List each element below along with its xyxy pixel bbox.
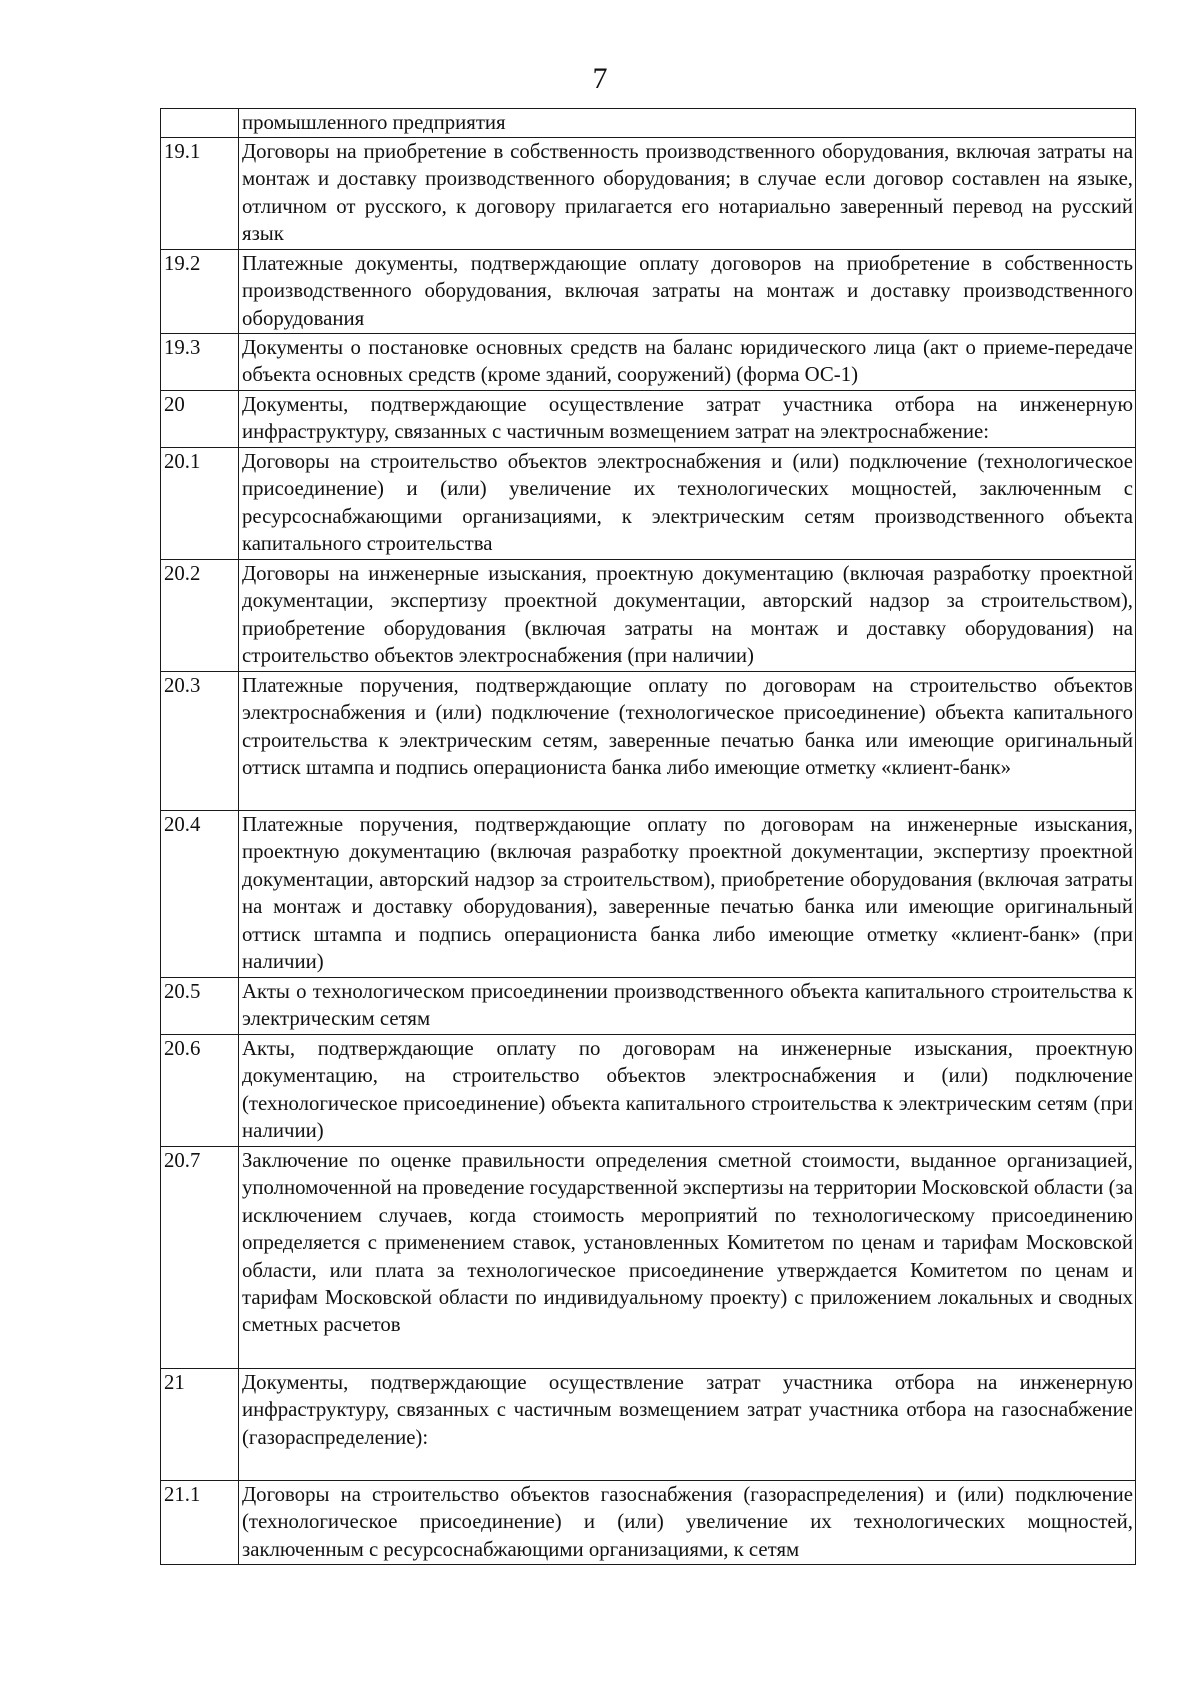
documents-table bbox=[160, 108, 1136, 1565]
row-text: промышленного предприятия bbox=[239, 109, 1136, 138]
row-number: 20.6 bbox=[161, 1035, 239, 1147]
row-number: 19.2 bbox=[161, 250, 239, 334]
row-number: 20.3 bbox=[161, 672, 239, 811]
row-text: Договоры на строительство объектов газоснабжения (газораспределения) и (или) подключение (технологическое присоединение) и (или) увеличение их технологических мощностей, заключенным с ресурсоснабжающими организациями, к сетям bbox=[239, 1481, 1136, 1565]
table-row bbox=[161, 978, 1136, 1035]
row-number: 19.3 bbox=[161, 334, 239, 391]
row-number: 20.1 bbox=[161, 448, 239, 560]
row-text: Заключение по оценке правильности определения сметной стоимости, выданное организацией, уполномоченной на проведение государственной экспертизы на территории Московской области (за исключением случаев, когда стоимость мероприятий по технологическому присоединению определяется с применением ставок, установленных Комитетом по ценам и тарифам Московской области, или плата за технологическое присоединение утверждается Комитетом по ценам и тарифам Московской области по индивидуальному проекту) с приложением локальных и сводных сметных расчетов bbox=[239, 1147, 1136, 1369]
table-row bbox=[161, 448, 1136, 560]
row-text: Договоры на строительство объектов электроснабжения и (или) подключение (технологическое присоединение) и (или) увеличение их технологических мощностей, заключенным с ресурсоснабжающими организациями, к электрическим сетям производственного объекта капитального строительства bbox=[239, 448, 1136, 560]
row-number bbox=[161, 109, 239, 138]
row-text: Платежные документы, подтверждающие оплату договоров на приобретение в собственность производственного оборудования, включая затраты на монтаж и доставку производственного оборудования bbox=[239, 250, 1136, 334]
table-row bbox=[161, 811, 1136, 978]
row-text: Платежные поручения, подтверждающие оплату по договорам на строительство объектов электроснабжения и (или) подключение (технологическое присоединение) объекта капитального строительства к электрическим сетям, заверенные печатью банка или имеющие оригинальный оттиск штампа и подпись операциониста банка либо имеющие отметку «клиент-банк» bbox=[239, 672, 1136, 811]
row-number: 20.4 bbox=[161, 811, 239, 978]
row-number: 20 bbox=[161, 391, 239, 448]
row-number: 19.1 bbox=[161, 138, 239, 250]
row-text: Договоры на приобретение в собственность производственного оборудования, включая затраты на монтаж и доставку производственного оборудования; в случае если договор составлен на языке, отличном от русского, к договору прилагается его нотариально заверенный перевод на русский язык bbox=[239, 138, 1136, 250]
table-row bbox=[161, 334, 1136, 391]
row-text: Документы о постановке основных средств на баланс юридического лица (акт о приеме-передаче объекта основных средств (кроме зданий, сооружений) (форма ОС-1) bbox=[239, 334, 1136, 391]
table-row bbox=[161, 250, 1136, 334]
row-text: Документы, подтверждающие осуществление затрат участника отбора на инженерную инфраструктуру, связанных с частичным возмещением затрат на электроснабжение: bbox=[239, 391, 1136, 448]
row-number: 20.5 bbox=[161, 978, 239, 1035]
table-row bbox=[161, 1369, 1136, 1481]
table-row bbox=[161, 672, 1136, 811]
row-text: Платежные поручения, подтверждающие оплату по договорам на инженерные изыскания, проектную документацию (включая разработку проектной документации, экспертизу проектной документации, авторский надзор за строительством), приобретение оборудования (включая затраты на монтаж и доставку оборудования), заверенные печатью банка или имеющие оригинальный оттиск штампа и подпись операциониста банка либо имеющие отметку «клиент-банк» (при наличии) bbox=[239, 811, 1136, 978]
row-text: Акты о технологическом присоединении производственного объекта капитального строительства к электрическим сетям bbox=[239, 978, 1136, 1035]
table-row bbox=[161, 109, 1136, 138]
row-text: Документы, подтверждающие осуществление затрат участника отбора на инженерную инфраструктуру, связанных с частичным возмещением затрат участника отбора на газоснабжение (газораспределение): bbox=[239, 1369, 1136, 1481]
table-row bbox=[161, 1035, 1136, 1147]
row-text: Акты, подтверждающие оплату по договорам на инженерные изыскания, проектную документацию, на строительство объектов электроснабжения и (или) подключение (технологическое присоединение) объекта капитального строительства к электрическим сетям (при наличии) bbox=[239, 1035, 1136, 1147]
table-row bbox=[161, 1481, 1136, 1565]
table-row bbox=[161, 560, 1136, 672]
row-number: 21 bbox=[161, 1369, 239, 1481]
page-number: 7 bbox=[592, 62, 608, 95]
table-row bbox=[161, 138, 1136, 250]
table-row bbox=[161, 1147, 1136, 1369]
row-number: 21.1 bbox=[161, 1481, 239, 1565]
table-row bbox=[161, 391, 1136, 448]
row-text: Договоры на инженерные изыскания, проектную документацию (включая разработку проектной документации, экспертизу проектной документации, авторский надзор за строительством), приобретение оборудования (включая затраты на монтаж и доставку оборудования) на строительство объектов электроснабжения (при наличии) bbox=[239, 560, 1136, 672]
row-number: 20.2 bbox=[161, 560, 239, 672]
row-number: 20.7 bbox=[161, 1147, 239, 1369]
